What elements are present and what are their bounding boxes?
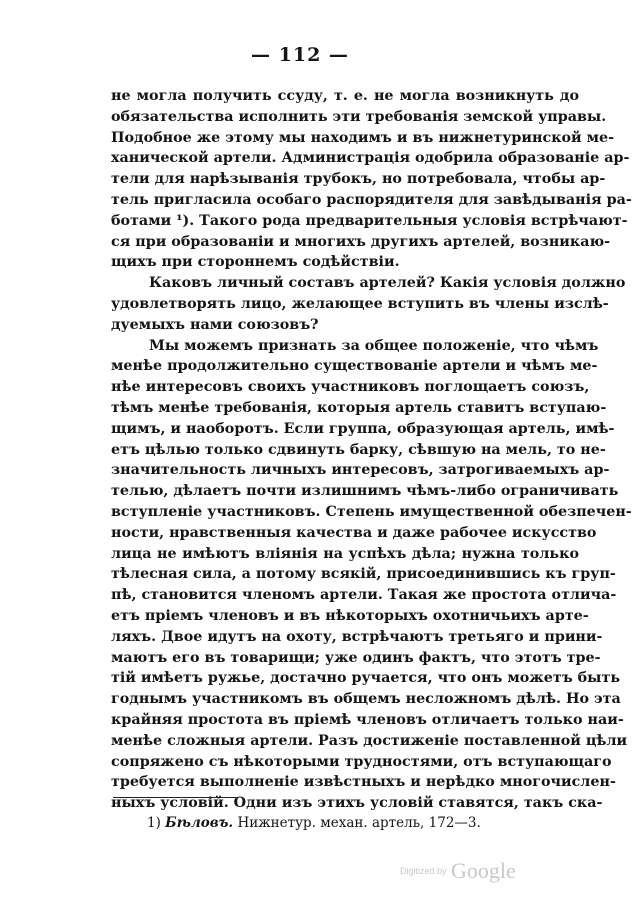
body-text	[111, 86, 632, 814]
text-line: маютъ его въ товарищи; уже одинъ фактъ, что этотъ тре-	[111, 649, 601, 666]
footnote-author: Бѣловъ.	[165, 815, 234, 831]
text-line: Подобное же этому мы находимъ и въ нижнетуринской ме-	[111, 129, 615, 146]
text-line: щимъ, и наоборотъ. Если группа, образующая артель, имѣ-	[111, 420, 615, 437]
text-line: значительность личныхъ интересовъ, затрогиваемыхъ ар-	[111, 462, 610, 479]
text-line: менѣе продолжительно существованіе артели и чѣмъ ме-	[111, 358, 598, 375]
footnote-text: Нижнетур. механ. артель, 172—3.	[237, 815, 481, 831]
text-line: обязательства исполнить эти требованія земской управы.	[111, 108, 607, 125]
text-line: требуется выполненіе извѣстныхъ и нерѣдко многочислен-	[111, 774, 616, 791]
text-line: ханической артели. Администрація одобрила образованіе ар-	[111, 150, 630, 167]
text-line: нѣе интересовъ своихъ участниковъ поглощаетъ союзъ,	[111, 379, 590, 396]
text-line: ботами ¹). Такого рода предварительныя условія встрѣчают-	[111, 212, 628, 229]
text-line: вступленіе участниковъ. Степень имущественной обезпечен-	[111, 503, 632, 520]
text-line: телью, дѣлаетъ почти излишнимъ чѣмъ-либо ограничивать	[111, 483, 619, 500]
text-line: удовлетворять лицо, желающее вступить въ члены изслѣ-	[111, 295, 609, 312]
text-line: менѣе сложныя артели. Разъ достиженіе поставленной цѣли	[111, 732, 628, 749]
footnote	[147, 815, 481, 831]
text-line: тій имѣетъ ружье, достачно ручается, что онъ можетъ быть	[111, 670, 621, 687]
text-line: щихъ при стороннемъ содѣйствіи.	[111, 254, 400, 271]
watermark-prefix: Digitized by	[400, 866, 447, 876]
text-line: ляхъ. Двое идутъ на охоту, встрѣчаютъ третьяго и прини-	[111, 628, 603, 645]
text-line: тели для нарѣзыванія трубокъ, но потребовала, чтобы ар-	[111, 171, 606, 188]
text-line: Мы можемъ признать за общее положеніе, что чѣмъ	[149, 337, 599, 354]
footnote-marker: 1)	[147, 815, 161, 831]
text-line: не могла получить ссуду, т. е. не могла возникнуть до	[111, 88, 579, 104]
text-line: ности, нравственныя качества и даже рабочее искусство	[111, 524, 597, 541]
text-line: етъ пріемъ членовъ и въ нѣкоторыхъ охотничьихъ арте-	[111, 607, 589, 624]
text-line: годнымъ участникомъ въ общемъ несложномъ дѣлѣ. Но эта	[111, 691, 621, 708]
footnote-divider	[113, 797, 236, 798]
text-line: лица не имѣютъ вліянія на успѣхъ дѣла; нужна только	[111, 545, 579, 562]
text-line: ныхъ условій. Одни изъ этихъ условій ставятся, такъ ска-	[111, 795, 603, 812]
text-line: пѣ, становится членомъ артели. Такая же простота отлича-	[111, 587, 617, 604]
text-line: тель пригласила особаго распорядителя для завѣдыванія ра-	[111, 191, 632, 208]
text-line: тѣмъ менѣе требованія, которыя артель ставитъ вступаю-	[111, 399, 607, 416]
text-line: дуемыхъ нами союзовъ?	[111, 316, 319, 333]
text-line: Каковъ личный составъ артелей? Какія условія должно	[149, 275, 626, 292]
text-line: ся при образованіи и многихъ другихъ артелей, возникаю-	[111, 233, 611, 250]
text-line: крайняя простота въ пріемѣ членовъ отличаетъ только наи-	[111, 711, 624, 728]
text-line: етъ цѣлью только сдвинуть барку, сѣвшую на мель, то не-	[111, 441, 606, 458]
text-line: тѣлесная сила, а потому всякій, присоединившись къ груп-	[111, 566, 616, 583]
digitized-watermark	[400, 858, 516, 884]
page-number: — 112 —	[251, 44, 349, 66]
text-line: сопряжено съ нѣкоторыми трудностями, отъ вступающаго	[111, 753, 612, 770]
google-logo: Google	[450, 858, 516, 883]
